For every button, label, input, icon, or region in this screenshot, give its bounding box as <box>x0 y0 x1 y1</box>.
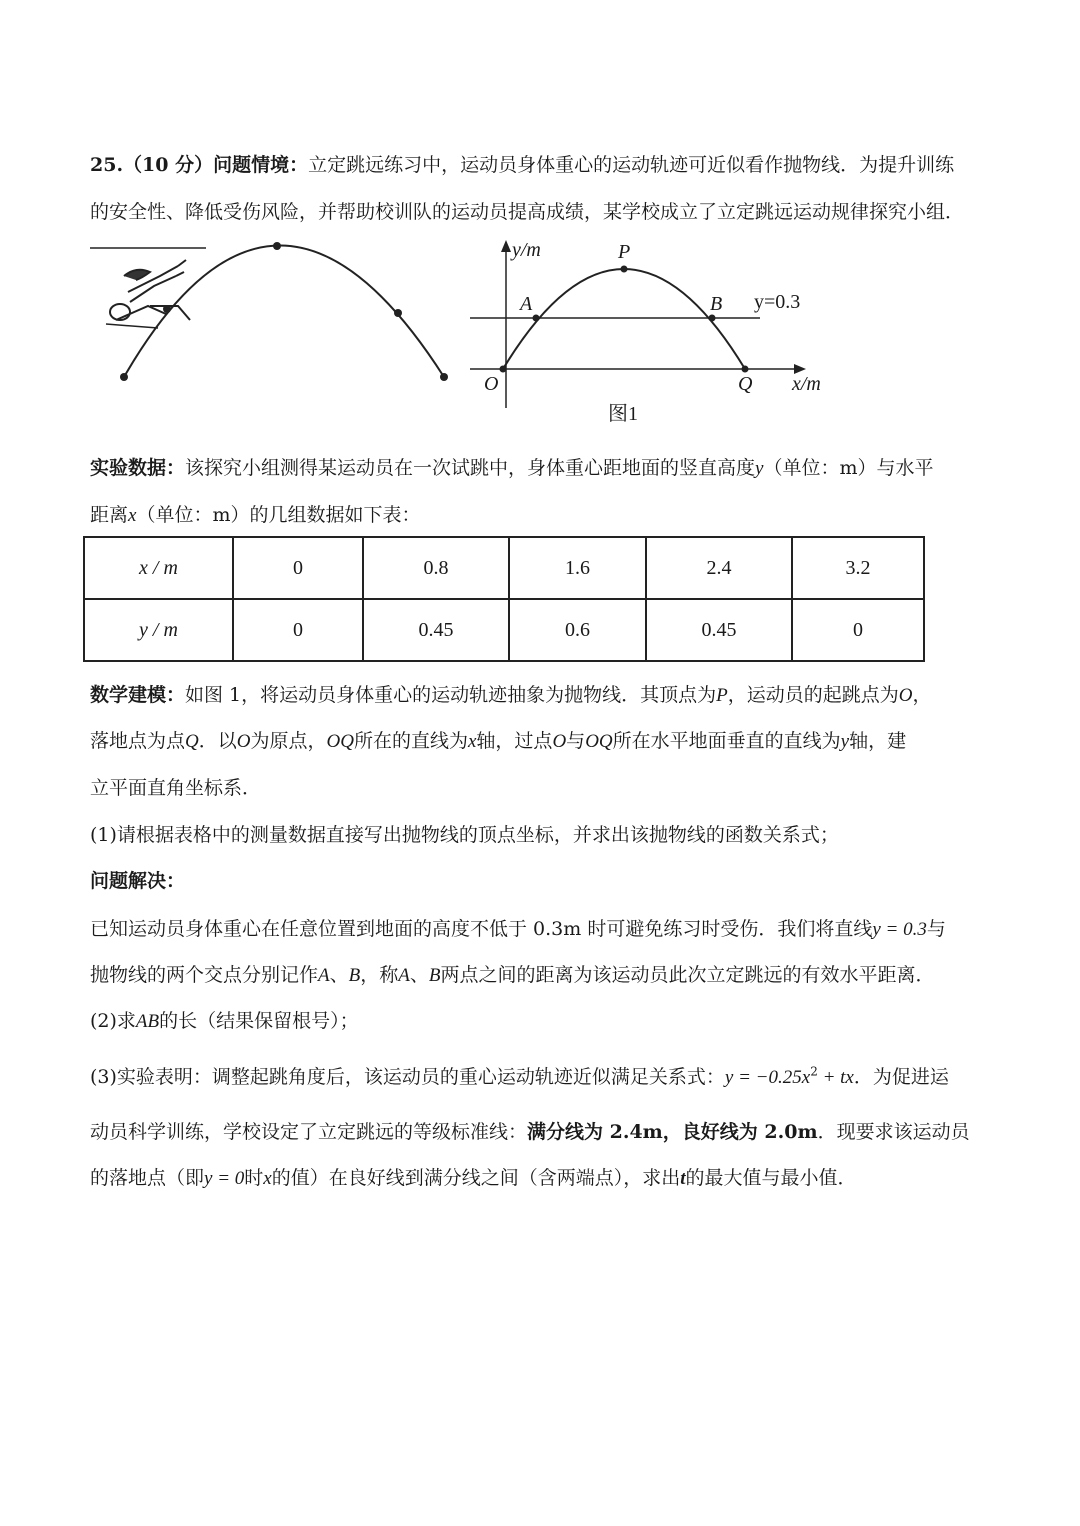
problem-intro-line-2: 的安全性、降低受伤风险，并帮助校训队的运动员提高成绩，某学校成立了立定跳远运动规律探究小组． <box>90 201 965 223</box>
table-cell: 0.45 <box>363 599 509 661</box>
var-a: A <box>398 965 410 986</box>
var-p: P <box>716 685 728 706</box>
solve-text: 两点之间的距离为该运动员此次立定跳远的有效水平距离． <box>440 964 935 986</box>
point-a-label: A <box>520 293 533 315</box>
var-o: O <box>898 685 913 706</box>
solve-text: 、 <box>329 964 349 986</box>
table-cell: 3.2 <box>792 537 924 599</box>
modeling-text: 如图 1，将运动员身体重心的运动轨迹抽象为抛物线．其顶点为 <box>185 684 717 706</box>
var-x: x <box>263 1168 272 1189</box>
solve-text: 已知运动员身体重心在任意位置到地面的高度不低于 0.3m 时可避免练习时受伤．我们将直线 <box>90 918 873 940</box>
modeling-text: ．以 <box>198 730 237 752</box>
question-3-text: 的值）在良好线到满分线之间（含两端点），求出 <box>271 1167 681 1189</box>
var-oq: OQ <box>585 731 613 752</box>
landing-equation: y = 0 <box>204 1168 245 1189</box>
figure-caption: 图1 <box>608 403 638 425</box>
experiment-line-2 <box>90 500 420 527</box>
line-y-label: y=0.3 <box>754 291 801 313</box>
jumper-figure-icon <box>106 260 190 328</box>
question-2-text: (2)求 <box>90 1010 136 1032</box>
y-axis-label: y/m <box>512 239 541 261</box>
table-cell: 0.8 <box>363 537 509 599</box>
var-x: x <box>128 505 137 526</box>
var-o: O <box>236 731 251 752</box>
modeling-heading: 数学建模： <box>90 684 186 706</box>
question-3-text: ．为促进运 <box>853 1066 949 1088</box>
modeling-text: 所在水平地面垂直的直线为 <box>612 730 841 752</box>
table-cell: 2.4 <box>646 537 792 599</box>
question-3-line-3 <box>90 1163 857 1190</box>
formula-exponent: 2 <box>810 1064 818 1079</box>
solve-text: 、 <box>409 964 429 986</box>
table-row <box>84 599 924 661</box>
question-3-text: 时 <box>244 1167 264 1189</box>
experiment-text: 该探究小组测得某运动员在一次试跳中，身体重心距地面的竖直高度 <box>185 457 756 479</box>
landing-point-label: Q <box>738 373 753 395</box>
question-3-text: 的落地点（即 <box>90 1167 205 1189</box>
var-b: B <box>428 965 441 986</box>
var-t: t <box>680 1168 686 1189</box>
formula: + tx <box>817 1067 854 1088</box>
table-cell: 0 <box>233 599 363 661</box>
var-y: y <box>840 731 850 752</box>
question-2-text: 的长（结果保留根号）； <box>159 1010 359 1032</box>
var-o: O <box>552 731 567 752</box>
question-3-text: 的最大值与最小值． <box>685 1167 857 1189</box>
table-cell: 0.6 <box>509 599 646 661</box>
question-3-text: (3)实验表明：调整起跳角度后，该运动员的重心运动轨迹近似满足关系式： <box>90 1066 725 1088</box>
solve-line-1 <box>90 914 946 941</box>
table-row <box>84 537 924 599</box>
modeling-line-3: 立平面直角坐标系． <box>90 777 262 799</box>
formula: y = −0.25x <box>724 1067 811 1088</box>
solve-heading: 问题解决： <box>90 870 186 892</box>
var-x: x <box>467 731 477 752</box>
problem-intro-text-1: 立定跳远练习中，运动员身体重心的运动轨迹可近似看作抛物线．为提升训练 <box>308 154 955 176</box>
solve-text: ，称 <box>360 964 399 986</box>
modeling-text: 落地点为点 <box>90 730 186 752</box>
solve-text: 与 <box>926 918 946 940</box>
jumper-trajectory-illustration <box>88 236 460 396</box>
measurement-table <box>83 536 925 662</box>
modeling-text: ， <box>912 684 932 706</box>
var-y: y <box>755 458 764 479</box>
experiment-heading: 实验数据： <box>90 457 186 479</box>
var-ab: AB <box>135 1011 160 1032</box>
modeling-text: 所在的直线为 <box>353 730 468 752</box>
point-b-label: B <box>710 293 723 315</box>
var-oq: OQ <box>326 731 354 752</box>
var-q: Q <box>185 731 199 752</box>
question-3-line-1 <box>90 1062 949 1089</box>
line-equation: y = 0.3 <box>872 919 927 940</box>
modeling-text: 轴，过点 <box>476 730 553 752</box>
problem-number: 25.（10 分）问题情境： <box>90 154 309 176</box>
modeling-text: ，运动员的起跳点为 <box>727 684 899 706</box>
question-3-text: ．现要求该运动员 <box>817 1121 970 1143</box>
modeling-text: 与 <box>566 730 586 752</box>
question-3-text: 动员科学训练，学校设定了立定跳远的等级标准线： <box>90 1121 528 1143</box>
figure-1-coordinate-diagram <box>466 236 846 426</box>
table-cell: 0 <box>233 537 363 599</box>
experiment-text: 距离 <box>90 504 129 526</box>
experiment-text: （单位：m）与水平 <box>763 457 934 479</box>
table-cell: 0 <box>792 599 924 661</box>
standard-lines: 满分线为 2.4m，良好线为 2.0m <box>527 1121 818 1143</box>
table-cell: 0.45 <box>646 599 792 661</box>
experiment-text: （单位：m）的几组数据如下表： <box>136 504 421 526</box>
var-b: B <box>348 965 361 986</box>
question-1: (1)请根据表格中的测量数据直接写出抛物线的顶点坐标，并求出该抛物线的函数关系式； <box>90 824 839 846</box>
modeling-line-2 <box>90 726 906 753</box>
vertex-label: P <box>618 241 631 263</box>
problem-intro-line-1 <box>90 150 954 177</box>
modeling-text: 为原点， <box>250 730 327 752</box>
question-3-line-2 <box>90 1117 970 1144</box>
modeling-line-1 <box>90 680 932 707</box>
origin-label: O <box>484 373 499 395</box>
table-cell: 1.6 <box>509 537 646 599</box>
solve-line-2 <box>90 960 935 987</box>
var-a: A <box>318 965 330 986</box>
x-axis-label: x/m <box>792 373 821 395</box>
solve-text: 抛物线的两个交点分别记作 <box>90 964 319 986</box>
question-2 <box>90 1006 359 1033</box>
modeling-text: 轴，建 <box>849 730 907 752</box>
table-header-cell: y / m <box>84 599 233 661</box>
table-header-cell: x / m <box>84 537 233 599</box>
experiment-line-1 <box>90 453 934 480</box>
